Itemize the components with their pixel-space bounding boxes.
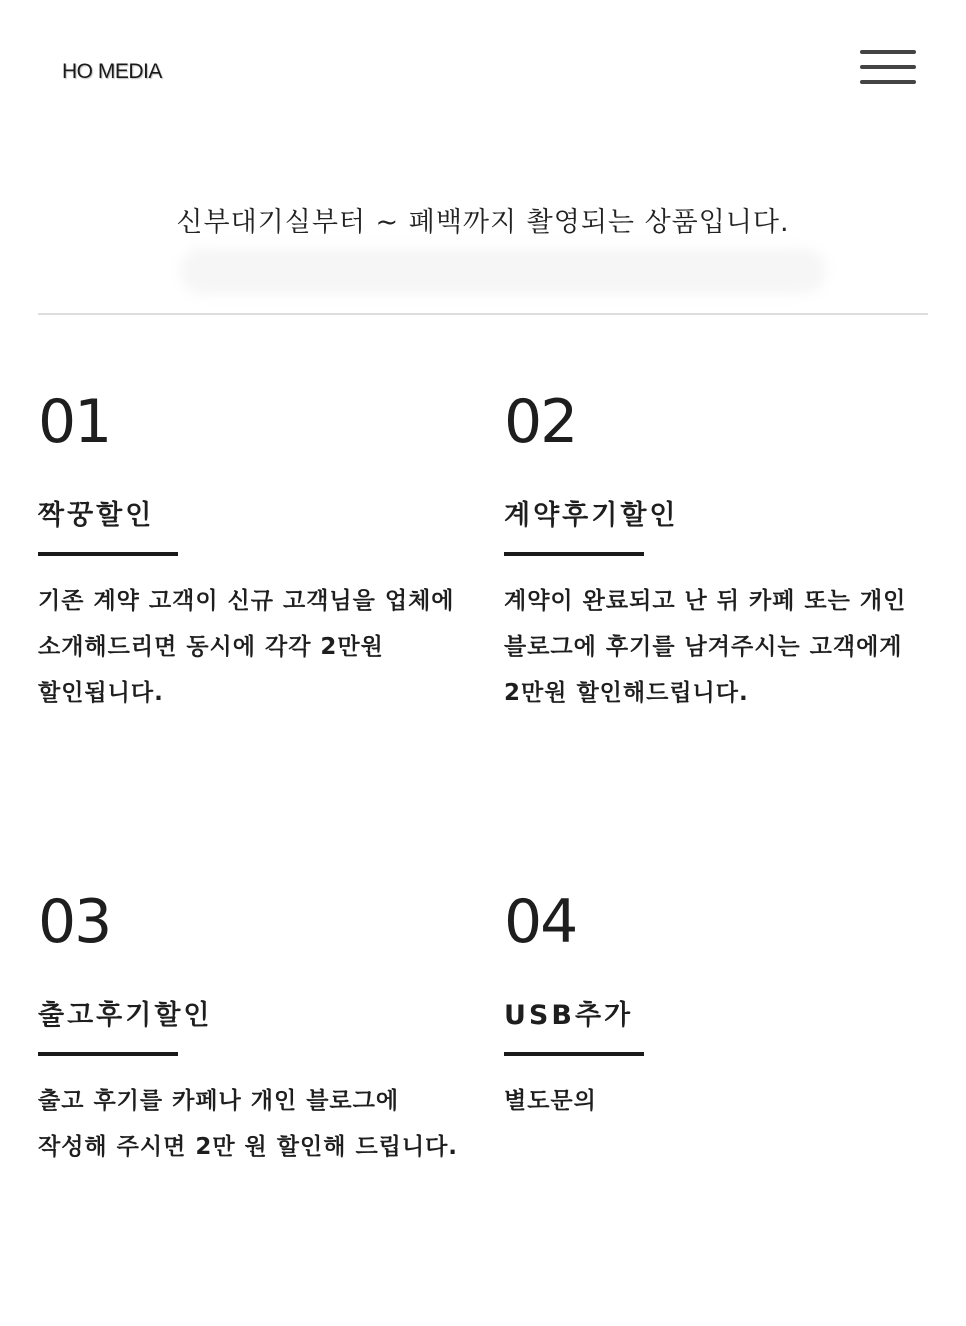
card-number: 01	[38, 387, 111, 457]
logo[interactable]: HO MEDIA	[62, 60, 162, 83]
discount-card-03	[38, 887, 468, 1170]
discount-card-02	[504, 387, 934, 716]
option-card-04	[504, 887, 934, 1124]
card-description: 별도문의	[504, 1088, 597, 1114]
menu-bar	[860, 65, 916, 69]
card-title: 출고후기할인	[38, 1000, 213, 1031]
card-title: 짝꿍할인	[38, 500, 155, 531]
section-divider	[38, 313, 928, 315]
intro-text: 신부대기실부터 ~ 폐백까지 촬영되는 상품입니다.	[176, 207, 790, 238]
card-number: 03	[38, 887, 111, 957]
card-title: USB추가	[504, 1000, 634, 1031]
card-underline	[504, 552, 644, 556]
card-underline	[38, 1052, 178, 1056]
discount-card-01	[38, 387, 468, 716]
card-description: 계약이 완료되고 난 뒤 카페 또는 개인 블로그에 후기를 남겨주시는 고객에게 2만원 할인해드립니다.	[504, 588, 907, 706]
menu-bar	[860, 50, 916, 54]
card-number: 04	[504, 887, 577, 957]
intro-smudge	[180, 248, 826, 294]
card-description: 출고 후기를 카페나 개인 블로그에 작성해 주시면 2만 원 할인해 드립니다.	[38, 1088, 459, 1160]
card-number: 02	[504, 387, 577, 457]
card-underline	[504, 1052, 644, 1056]
card-underline	[38, 552, 178, 556]
card-title: 계약후기할인	[504, 500, 679, 531]
menu-bar	[860, 80, 916, 84]
hamburger-menu-icon[interactable]	[858, 46, 918, 90]
card-description: 기존 계약 고객이 신규 고객님을 업체에 소개해드리면 동시에 각각 2만원 할인됩니다.	[38, 588, 455, 706]
header	[0, 0, 966, 140]
